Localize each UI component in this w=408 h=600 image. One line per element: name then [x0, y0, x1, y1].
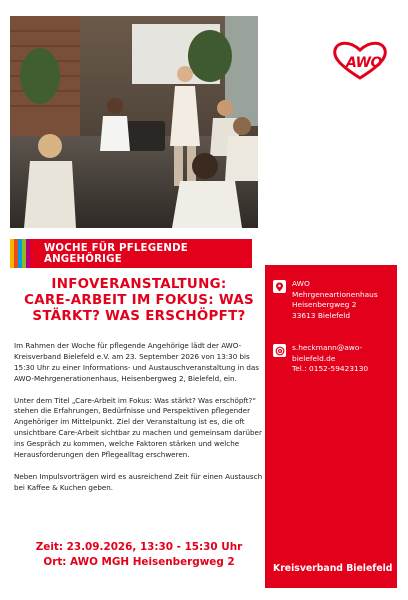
address-block — [273, 279, 378, 322]
email-line[interactable]: bielefeld.de — [292, 353, 336, 363]
event-details — [14, 540, 264, 570]
address-line: AWO — [292, 279, 310, 288]
headline-line: CARE-ARBEIT IM FOKUS: WAS — [24, 293, 254, 308]
at-sign-icon — [273, 344, 286, 357]
event-photo — [10, 16, 258, 228]
address-line: 33613 Bielefeld — [292, 311, 351, 321]
address-line: Heisenbergweg 2 — [292, 300, 357, 310]
contact-sidebar — [265, 265, 397, 588]
event-time: Zeit: 23.09.2026, 13:30 - 15:30 Uhr — [35, 541, 243, 553]
event-place: Ort: AWO MGH Heisenbergweg 2 — [43, 556, 235, 568]
body-paragraph: Unter dem Titel „Care-Arbeit im Fokus: Was stärkt? Was erschöpft?“ stehen die Erfahrungen, Bedürfnisse und Perspektiven pflegender Angehöriger im Mittelpunkt. Ziel der Veranstaltung ist es, die oft unsichtbare Care-Arbeit sichtbar zu machen und gemeinsam darüber ins Gespräch zu kommen, welche Faktoren stärken und welche Herausforderungen den Pflegealltag erschweren. — [14, 395, 262, 460]
phone-line[interactable]: Tel.: 0152-59423130 — [292, 364, 369, 374]
headline-line: INFOVERANSTALTUNG: — [51, 277, 227, 292]
sidebar-footer: Kreisverband Bielefeld — [273, 563, 393, 574]
headline — [14, 277, 264, 325]
headline-line: STÄRKT? WAS ERSCHÖPFT? — [32, 309, 246, 324]
banner — [36, 239, 252, 268]
body-text — [14, 341, 264, 505]
contact-block — [273, 343, 368, 375]
address-line: Mehrgeneartionenhaus — [292, 289, 378, 299]
location-pin-icon — [273, 280, 286, 293]
group-meeting-illustration — [10, 16, 258, 228]
address-text — [292, 279, 378, 322]
banner-text: WOCHE FÜR PFLEGENDE ANGEHÖRIGE — [44, 242, 188, 265]
body-paragraph: Im Rahmen der Woche für pflegende Angehörige lädt der AWO-Kreisverband Bielefeld e.V. am 23. September 2026 von 13:30 bis 15:30 Uhr zu einer Informations- und Austauschveranstaltung in das AWO-Mehrgenerationenhaus, Heisenbergweg 2, Bielefeld, ein. — [14, 341, 260, 383]
email-line[interactable]: s.heckmann@awo- — [292, 343, 363, 352]
color-stripes — [10, 239, 38, 268]
contact-text — [292, 343, 368, 375]
body-paragraph: Neben Impulsvorträgen wird es ausreichend Zeit für einen Austausch bei Kaffee & Kuchen geben. — [14, 471, 263, 492]
awo-logo-text: AWO — [346, 55, 382, 71]
